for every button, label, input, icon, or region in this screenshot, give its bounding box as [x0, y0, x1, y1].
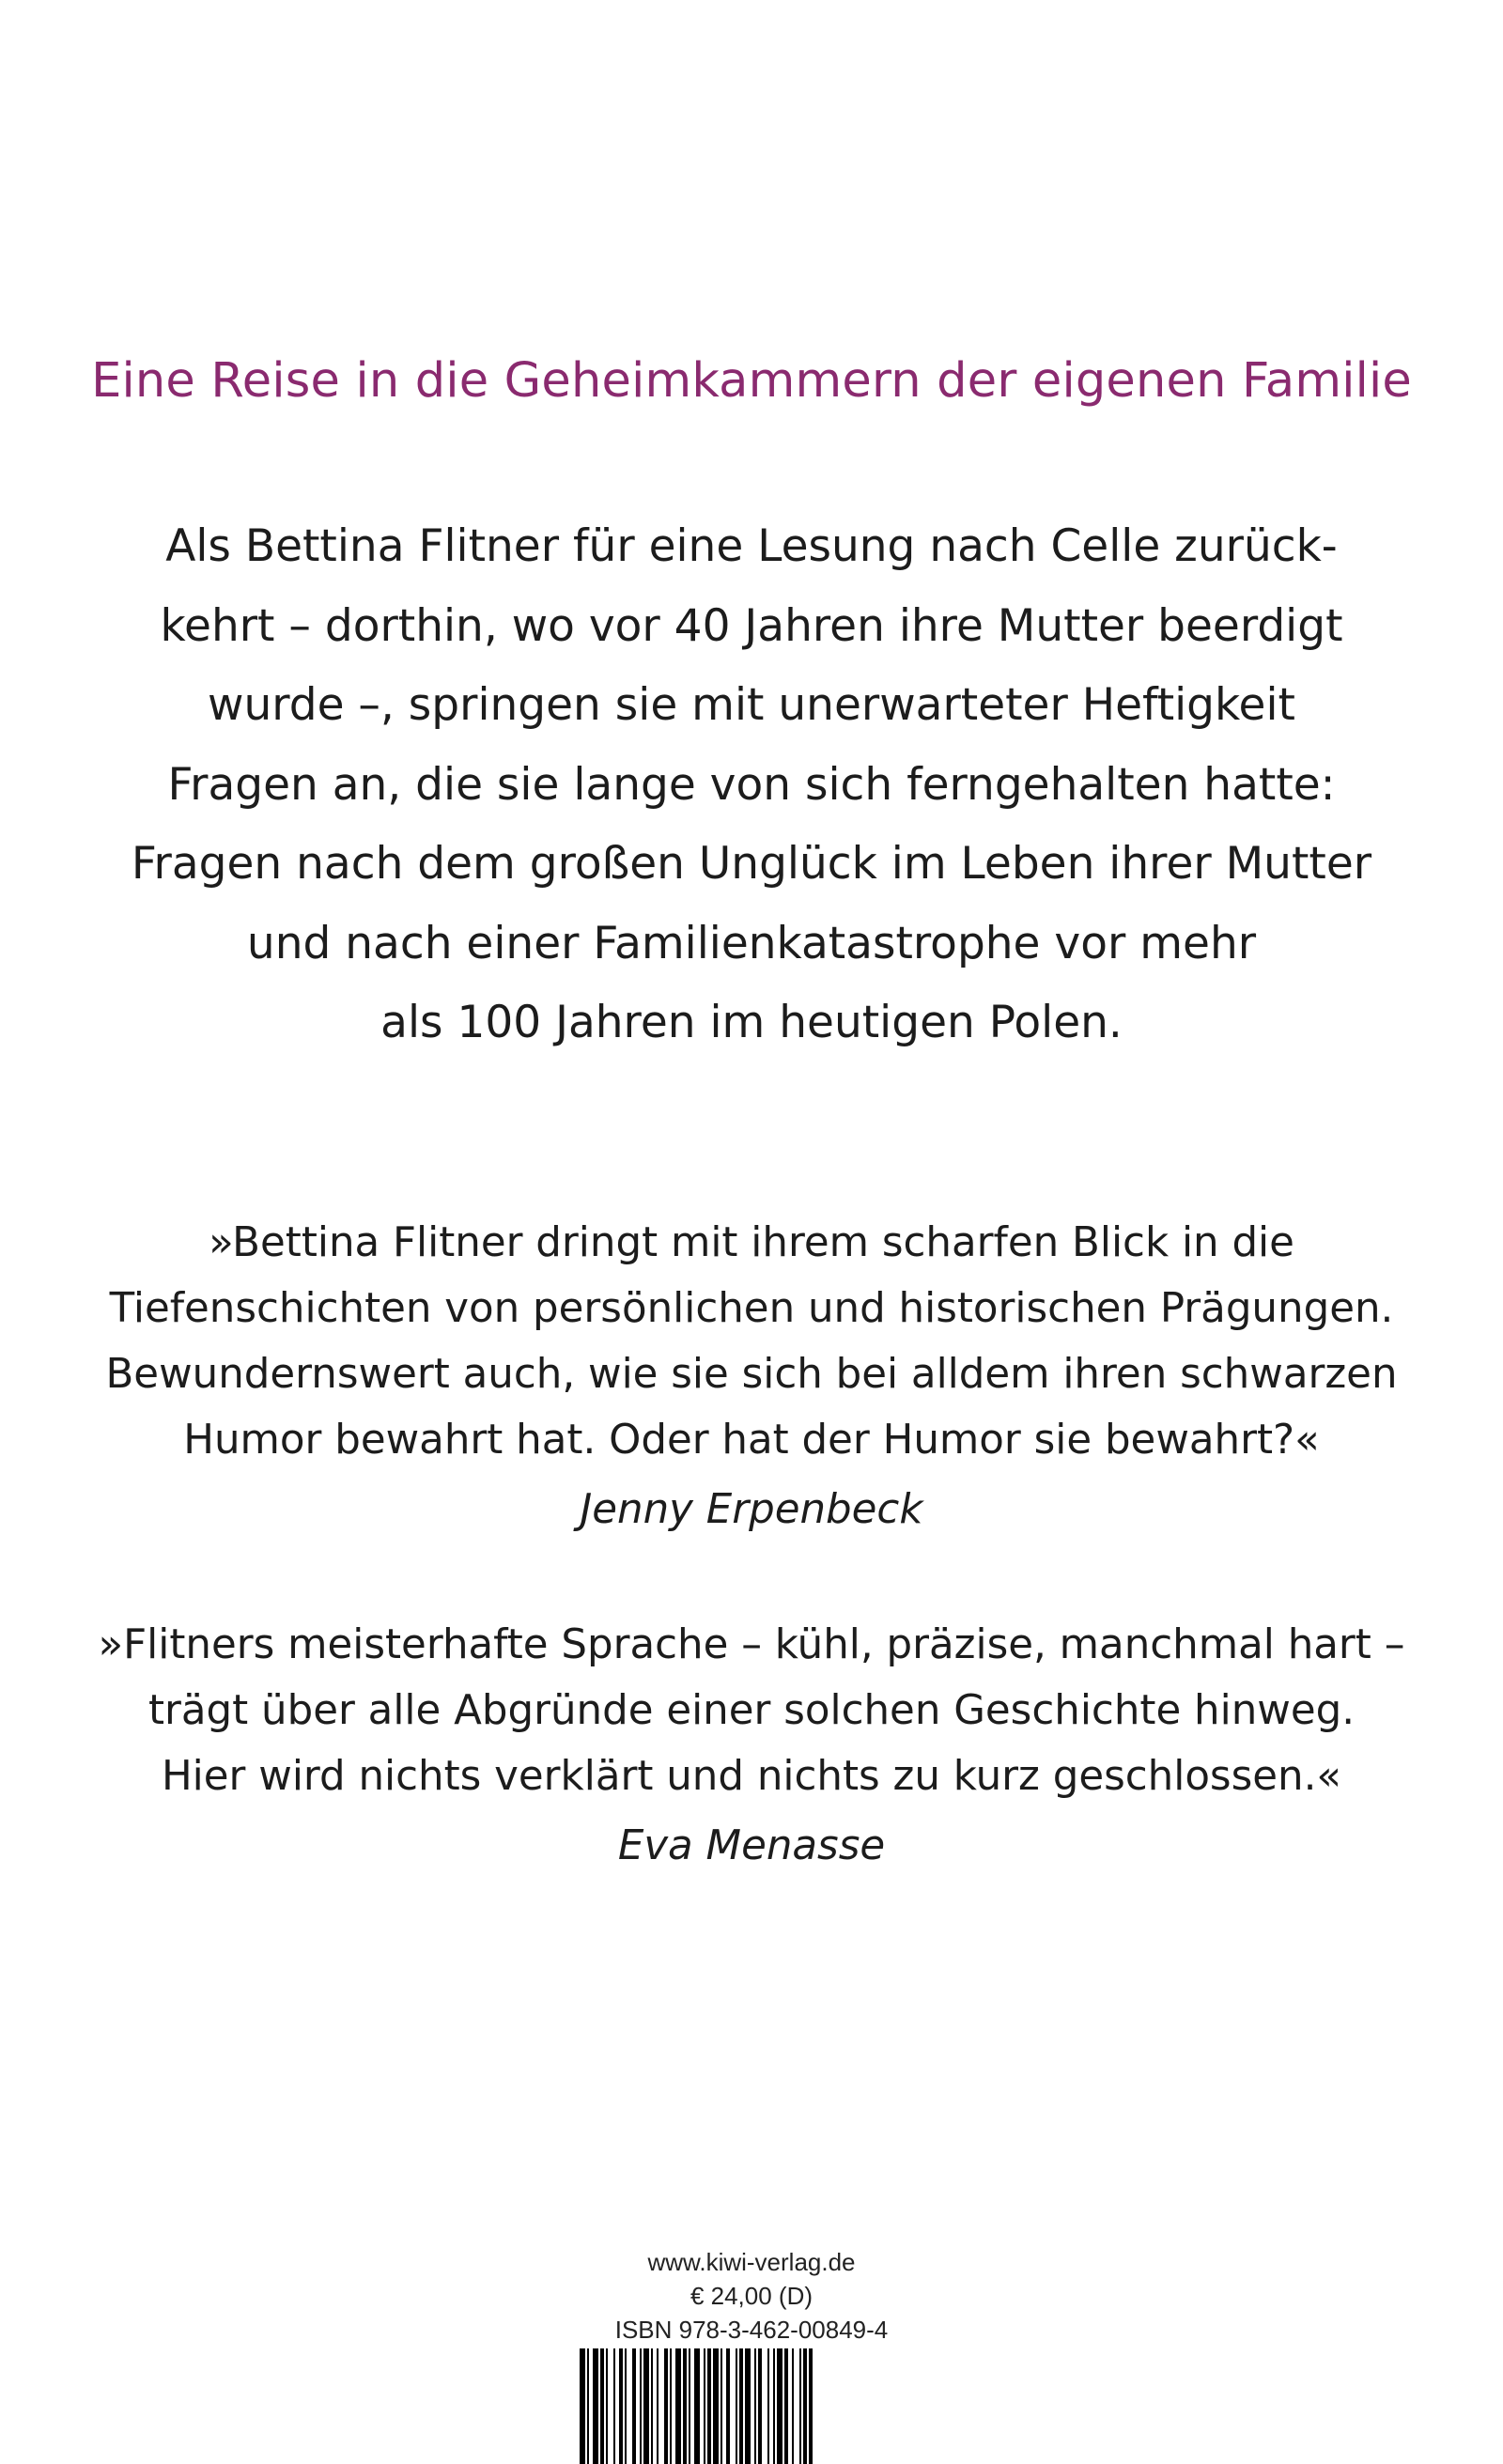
quote-line: Tiefenschichten von persönlichen und historischen Prägungen. [109, 1285, 1394, 1332]
quote-line: »Flitners meisterhafte Sprache – kühl, präzise, manchmal hart – [98, 1621, 1405, 1668]
barcode-bar [593, 2348, 598, 2464]
isbn: ISBN 978-3-462-00849-4 [614, 2316, 889, 2344]
quote-author: Jenny Erpenbeck [580, 1486, 923, 1533]
barcode-bar [632, 2348, 636, 2464]
imprint [0, 2245, 1503, 2347]
barcode-bar [773, 2348, 775, 2464]
quote-line: Humor bewahrt hat. Oder hat der Humor sie bewahrt?« [183, 1417, 1320, 1464]
blurb [94, 507, 1409, 1063]
quote-line: »Bettina Flitner dringt mit ihrem scharfen Blick in die [209, 1219, 1294, 1266]
barcode-bar [580, 2348, 585, 2464]
barcode-bar [670, 2348, 672, 2464]
barcode-bar [707, 2348, 711, 2464]
barcode-bar [606, 2348, 608, 2464]
barcode-bar [643, 2348, 649, 2464]
barcode-bar [587, 2348, 589, 2464]
barcode-bar [664, 2348, 668, 2464]
quote-menasse [75, 1612, 1428, 1879]
barcode-bar [675, 2348, 681, 2464]
tagline: Eine Reise in die Geheimkammern der eigenen Familie [91, 353, 1412, 409]
barcode-bar [651, 2348, 653, 2464]
barcode-bar [689, 2348, 690, 2464]
blurb-line: Als Bettina Flitner für eine Lesung nach Celle zurück- [165, 520, 1338, 572]
barcode-bar [739, 2348, 743, 2464]
barcode-bar [619, 2348, 623, 2464]
barcode-bar [758, 2348, 762, 2464]
barcode-bar [777, 2348, 782, 2464]
blurb-line: Fragen nach dem großen Unglück im Leben ihrer Mutter [131, 838, 1372, 890]
blurb-line: und nach einer Familienkatastrophe vor mehr [246, 917, 1257, 969]
barcode-bar [613, 2348, 615, 2464]
barcode-bar [754, 2348, 756, 2464]
barcode-bar [640, 2348, 642, 2464]
publisher-website: www.kiwi-verlag.de [647, 2248, 856, 2276]
barcode-bar [713, 2348, 719, 2464]
quote-author: Eva Menasse [617, 1822, 886, 1869]
blurb-line: Fragen an, die sie lange von sich ferngehalten hatte: [167, 758, 1336, 811]
barcode-bar [792, 2348, 794, 2464]
barcode-bar [799, 2348, 801, 2464]
barcode-bar [803, 2348, 807, 2464]
blurb-line: als 100 Jahren im heutigen Polen. [380, 997, 1123, 1048]
barcode-bar [625, 2348, 627, 2464]
barcode-bar [721, 2348, 722, 2464]
blurb-line: kehrt – dorthin, wo vor 40 Jahren ihre Mutter beerdigt [160, 599, 1343, 652]
quote-erpenbeck [75, 1210, 1428, 1542]
price: € 24,00 (D) [690, 2282, 813, 2310]
quote-line: Bewundernswert auch, wie sie sich bei alldem ihren schwarzen [105, 1351, 1398, 1398]
barcode-bar [657, 2348, 659, 2464]
barcode-bar [745, 2348, 751, 2464]
barcode-bar [726, 2348, 730, 2464]
barcode-bar [809, 2348, 813, 2464]
barcode-bar [694, 2348, 700, 2464]
quote-line: trägt über alle Abgründe einer solchen Geschichte hinweg. [147, 1687, 1356, 1734]
barcode-bar [736, 2348, 737, 2464]
blurb-line: wurde –, springen sie mit unerwarteter Heftigkeit [208, 679, 1295, 731]
barcode [580, 2348, 923, 2464]
barcode-bar [704, 2348, 705, 2464]
barcode-bar [784, 2348, 788, 2464]
barcode-bar [767, 2348, 769, 2464]
barcode-bar [683, 2348, 687, 2464]
barcode-bar [600, 2348, 604, 2464]
quote-line: Hier wird nichts verklärt und nichts zu kurz geschlossen.« [161, 1753, 1342, 1800]
